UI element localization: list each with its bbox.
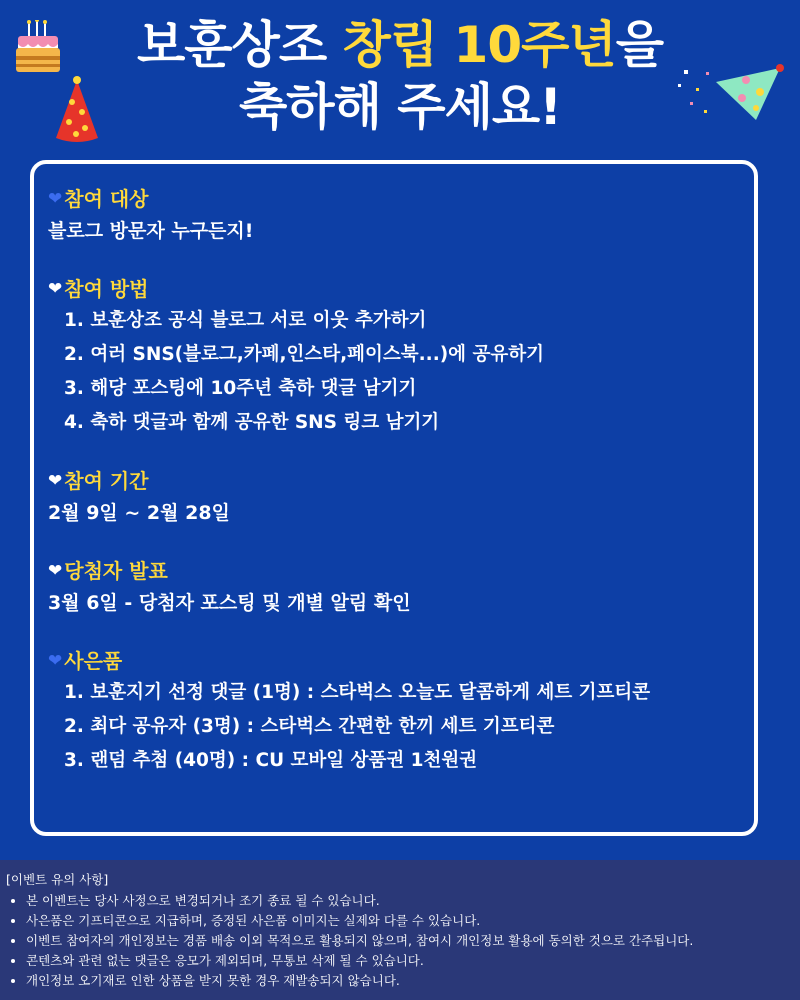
heart-icon: ❤ (48, 279, 63, 299)
list-item: 1. 보훈상조 공식 블로그 서로 이웃 추가하기 (64, 310, 427, 331)
page-title (0, 14, 800, 138)
section-text: 2월 9일 ~ 2월 28일 (48, 502, 230, 524)
section-title: 사은품 (64, 649, 123, 673)
section-prize (48, 646, 740, 778)
heart-icon: ❤ (48, 471, 63, 491)
section-method (48, 274, 740, 440)
list-item: • 이벤트 참여자의 개인정보는 경품 배송 이외 목적으로 활용되지 않으며, 참여시 개인정보 활용에 동의한 것으로 간주됩니다. (26, 931, 794, 951)
event-notice (0, 860, 800, 1000)
heart-icon: ❤ (48, 561, 63, 581)
list-item: 3. 해당 포스팅에 10주년 축하 댓글 남기기 (64, 378, 417, 399)
title-highlight: 창립 10주년 (342, 16, 616, 74)
list-item: 2. 여러 SNS(블로그,카페,인스타,페이스북...)에 공유하기 (64, 344, 544, 365)
list-item: • 사은품은 기프티콘으로 지급하며, 증정된 사은품 이미지는 실제와 다를 수 있습니다. (26, 911, 794, 931)
notice-title: [이벤트 유의 사항] (6, 872, 109, 887)
event-info-card (30, 160, 758, 836)
list-item: • 콘텐츠와 관련 없는 댓글은 응모가 제외되며, 무통보 삭제 될 수 있습니다. (26, 951, 794, 971)
section-title: 참여 대상 (64, 187, 149, 211)
section-title: 당첨자 발표 (64, 559, 168, 583)
list-item: • 개인정보 오기재로 인한 상품을 받지 못한 경우 재발송되지 않습니다. (26, 971, 794, 991)
list-item: • 본 이벤트는 당사 사정으로 변경되거나 조기 종료 될 수 있습니다. (26, 891, 794, 911)
section-period (48, 466, 740, 530)
heart-icon: ❤ (48, 651, 63, 671)
list-item: 2. 최다 공유자 (3명) : 스타벅스 간편한 한끼 세트 기프티콘 (64, 716, 555, 737)
section-announce (48, 556, 740, 620)
list-item: 4. 축하 댓글과 함께 공유한 SNS 링크 남기기 (64, 412, 440, 433)
heart-icon: ❤ (48, 189, 63, 209)
list-item: 3. 랜덤 추첨 (40명) : CU 모바일 상품권 1천원권 (64, 750, 478, 771)
section-title: 참여 방법 (64, 277, 149, 301)
notice-list (6, 891, 794, 991)
method-list (48, 304, 740, 440)
section-target (48, 184, 740, 248)
title-line-2: 축하해 주세요! (238, 78, 561, 136)
section-title: 참여 기간 (64, 469, 149, 493)
section-text: 블로그 방문자 누구든지! (48, 220, 254, 242)
section-text: 3월 6일 - 당첨자 포스팅 및 개별 알림 확인 (48, 592, 411, 614)
prize-list (48, 676, 740, 778)
list-item: 1. 보훈지기 선정 댓글 (1명) : 스타벅스 오늘도 달콤하게 세트 기프티콘 (64, 682, 651, 703)
title-line-1: 보훈상조 창립 10주년을 (136, 16, 664, 74)
